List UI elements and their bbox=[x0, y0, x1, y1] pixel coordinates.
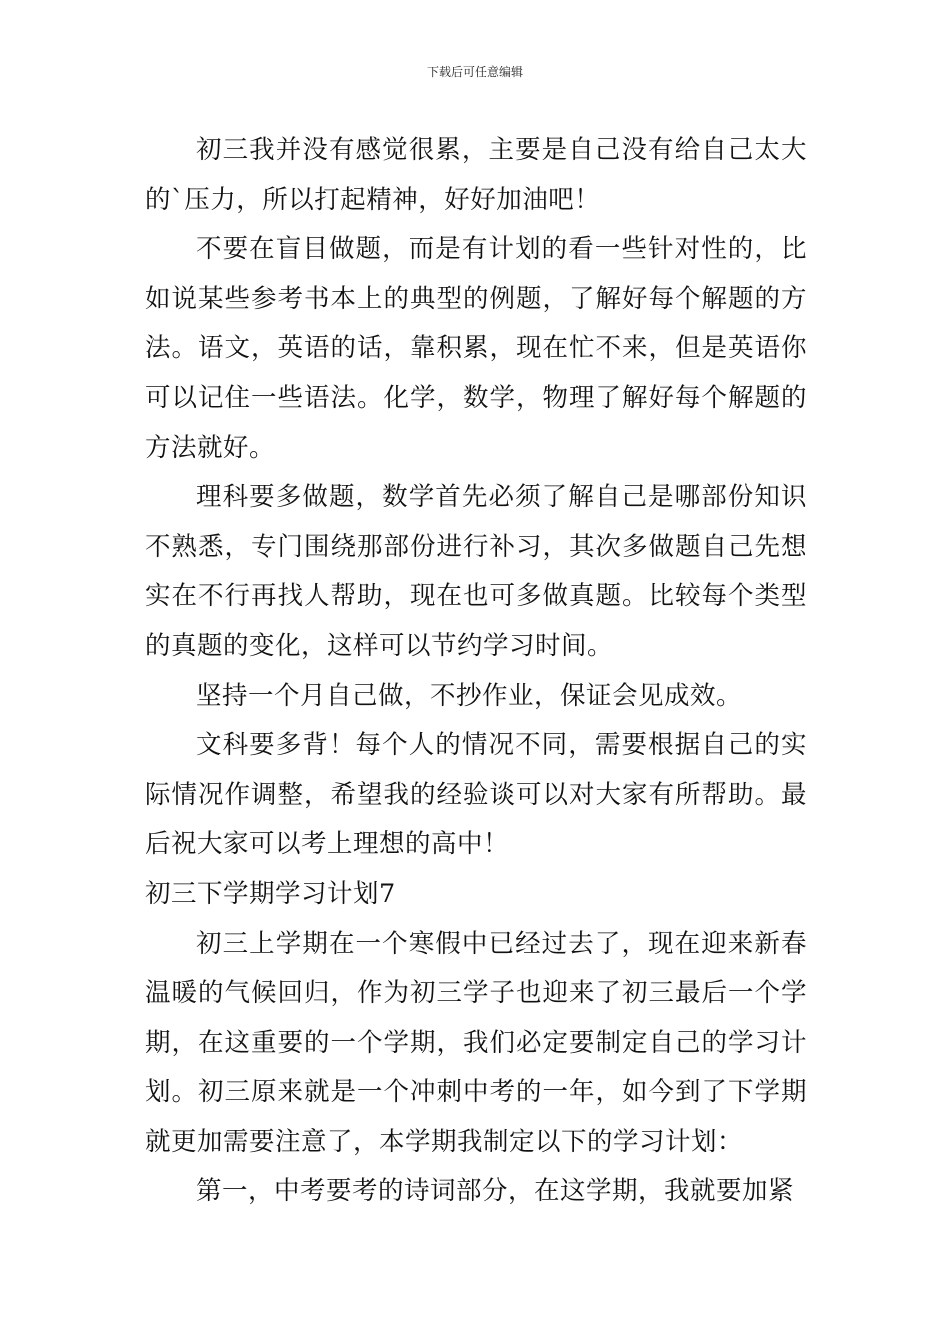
document-body bbox=[145, 126, 807, 1217]
paragraph: 坚持一个月自己做，不抄作业，保证会见成效。 bbox=[196, 680, 743, 711]
paragraph: 第一，中考要考的诗词部分，在这学期，我就要加紧 bbox=[196, 1176, 795, 1207]
page-header: 下载后可任意编辑 bbox=[426, 65, 523, 79]
paragraph: 文科要多背！每个人的情况不同，需要根据自己的实际情况作调整，希望我的经验谈可以对大家有所帮助。最后祝大家可以考上理想的高中！ bbox=[145, 730, 807, 860]
section-heading: 初三下学期学习计划7 bbox=[145, 878, 396, 909]
paragraph: 初三上学期在一个寒假中已经过去了，现在迎来新春温暖的气候回归，作为初三学子也迎来了初三最后一个学期，在这重要的一个学期，我们必定要制定自己的学习计划。初三原来就是一个冲刺中考的一年，如今到了下学期就更加需要注意了，本学期我制定以下的学习计划： bbox=[145, 928, 807, 1157]
paragraph: 不要在盲目做题，而是有计划的看一些针对性的，比如说某些参考书本上的典型的例题，了解好每个解题的方法。语文，英语的话，靠积累，现在忙不来，但是英语你可以记住一些语法。化学，数学，物理了解好每个解题的方法就好。 bbox=[145, 234, 807, 463]
paragraph: 理科要多做题，数学首先必须了解自己是哪部份知识不熟悉，专门围绕那部份进行补习，其次多做题自己先想实在不行再找人帮助，现在也可多做真题。比较每个类型的真题的变化，这样可以节约学习时间。 bbox=[145, 482, 807, 661]
paragraph: 初三我并没有感觉很累，主要是自己没有给自己太大的`压力，所以打起精神，好好加油吧！ bbox=[145, 135, 807, 215]
